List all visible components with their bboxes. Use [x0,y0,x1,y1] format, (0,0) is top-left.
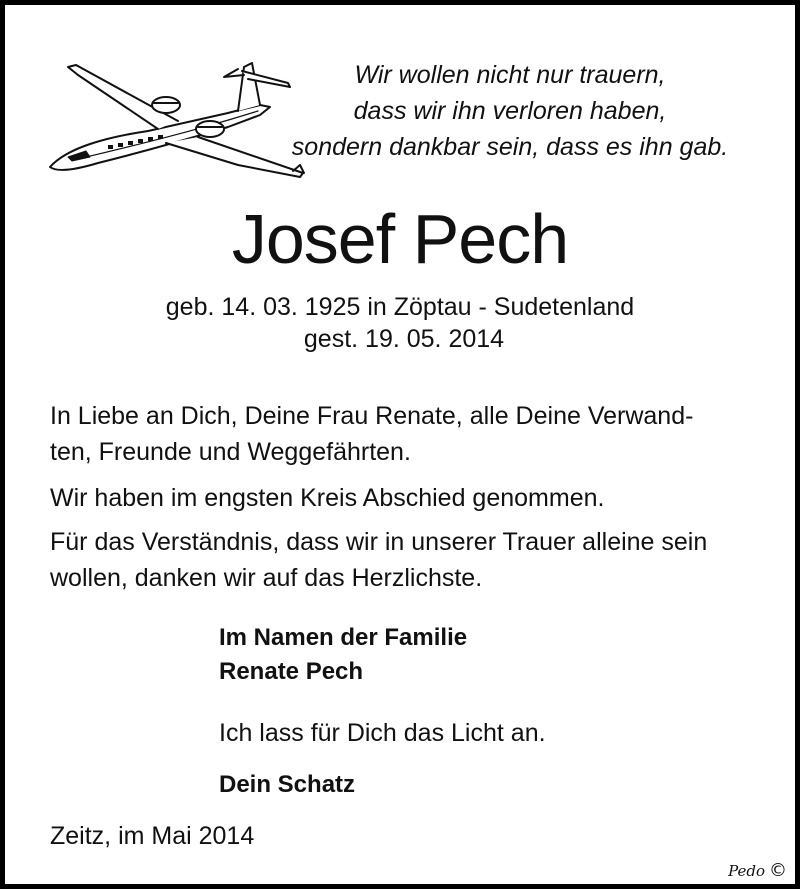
message-line: In Liebe an Dich, Deine Frau Renate, alle Deine Verwand- [50,402,694,430]
message-body [50,398,770,604]
deceased-name: Josef Pech [231,200,569,278]
death-date: gest. 19. 05. 2014 [303,325,505,353]
quote-line: sondern dankbar sein, dass es ihn gab. [291,133,729,161]
copyright-symbol: © [769,860,787,881]
message-paragraph [50,524,770,596]
message-line: wollen, danken wir auf das Herzlichste. [50,564,483,592]
sender-signature: Dein Schatz [219,771,356,798]
memorial-quote [275,57,745,165]
personal-note: Ich lass für Dich das Licht an. [219,719,546,747]
message-paragraph [50,398,770,470]
family-signature [219,621,467,689]
place-date: Zeitz, im Mai 2014 [50,822,255,850]
publisher-mark: Pedo [728,862,765,880]
life-dates [5,291,795,355]
signature-line: Im Namen der Familie [219,624,468,651]
message-paragraph: Wir haben im engsten Kreis Abschied genommen. [50,484,605,512]
quote-line: dass wir ihn verloren haben, [353,97,667,125]
birth-date: geb. 14. 03. 1925 in Zöptau - Sudetenland [165,293,635,321]
message-line: Für das Verständnis, dass wir in unserer Trauer alleine sein [50,528,708,556]
signature-name: Renate Pech [219,658,364,685]
message-line: ten, Freunde und Weggefährten. [50,438,411,466]
publisher-credit [728,861,787,881]
airplane-icon [38,47,308,187]
quote-line: Wir wollen nicht nur trauern, [354,61,666,89]
